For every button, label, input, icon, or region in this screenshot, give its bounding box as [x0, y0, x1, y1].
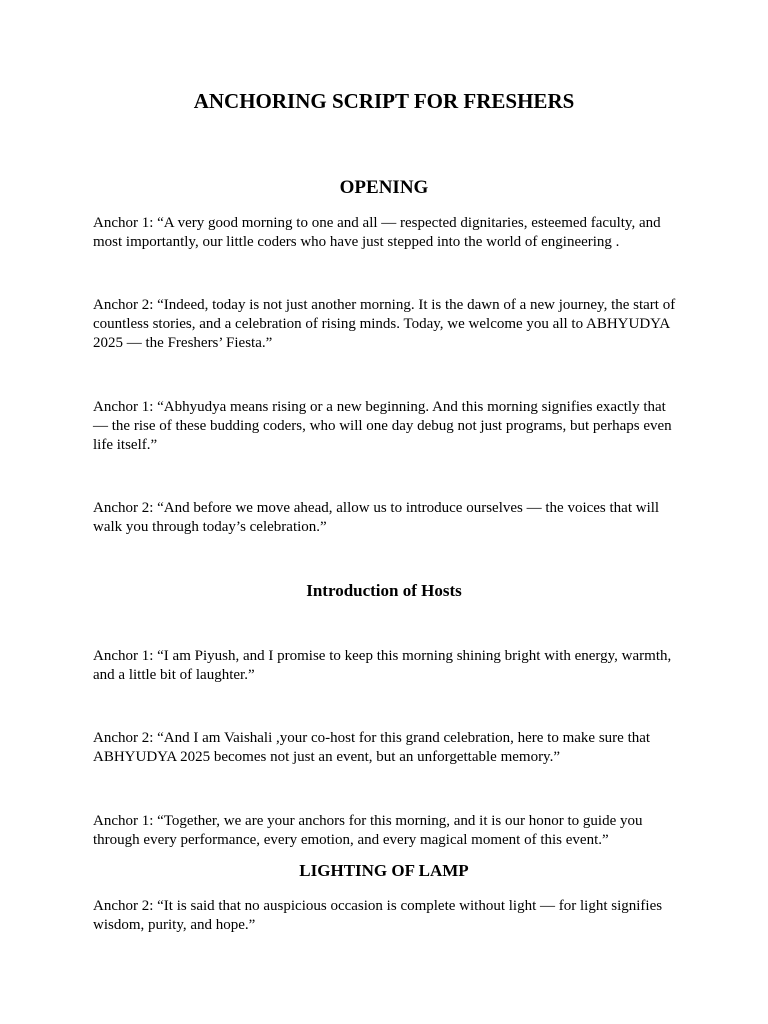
paragraph: Anchor 1: “A very good morning to one and all — respected dignitaries, esteemed faculty, and most importantly, our little coders who have just stepped into the world of engineering . — [93, 215, 661, 250]
paragraph: Anchor 2: “Indeed, today is not just another morning. It is the dawn of a new journey, the start of countless stories, and a celebration of rising minds. Today, we welcome you all to ABHYUDYA 2025 — the Freshers’ Fiesta.” — [93, 297, 676, 351]
paragraph: Anchor 2: “And I am Vaishali ,your co-host for this grand celebration, here to make sure that ABHYUDYA 2025 becomes not just an event, but an unforgettable memory.” — [93, 730, 651, 765]
section-heading-introduction-of-hosts: Introduction of Hosts — [306, 581, 462, 600]
section-heading-opening: OPENING — [339, 177, 429, 198]
paragraph: Anchor 1: “I am Piyush, and I promise to keep this morning shining bright with energy, warmth, and a little bit of laughter.” — [93, 648, 672, 683]
section-heading-lighting-of-lamp: LIGHTING OF LAMP — [299, 861, 469, 880]
document-title: ANCHORING SCRIPT FOR FRESHERS — [193, 89, 575, 113]
paragraph: Anchor 2: “And before we move ahead, allow us to introduce ourselves — the voices that will walk you through today’s celebration.” — [93, 500, 660, 535]
paragraph: Anchor 1: “Together, we are your anchors for this morning, and it is our honor to guide you through every performance, every emotion, and every magical moment of this event.” — [93, 813, 643, 848]
paragraph: Anchor 2: “It is said that no auspicious occasion is complete without light — for light signifies wisdom, purity, and hope.” — [93, 898, 663, 933]
paragraph: Anchor 1: “Abhyudya means rising or a new beginning. And this morning signifies exactly that — the rise of these budding coders, who will one day debug not just programs, but perhaps even life itself.” — [93, 399, 672, 453]
